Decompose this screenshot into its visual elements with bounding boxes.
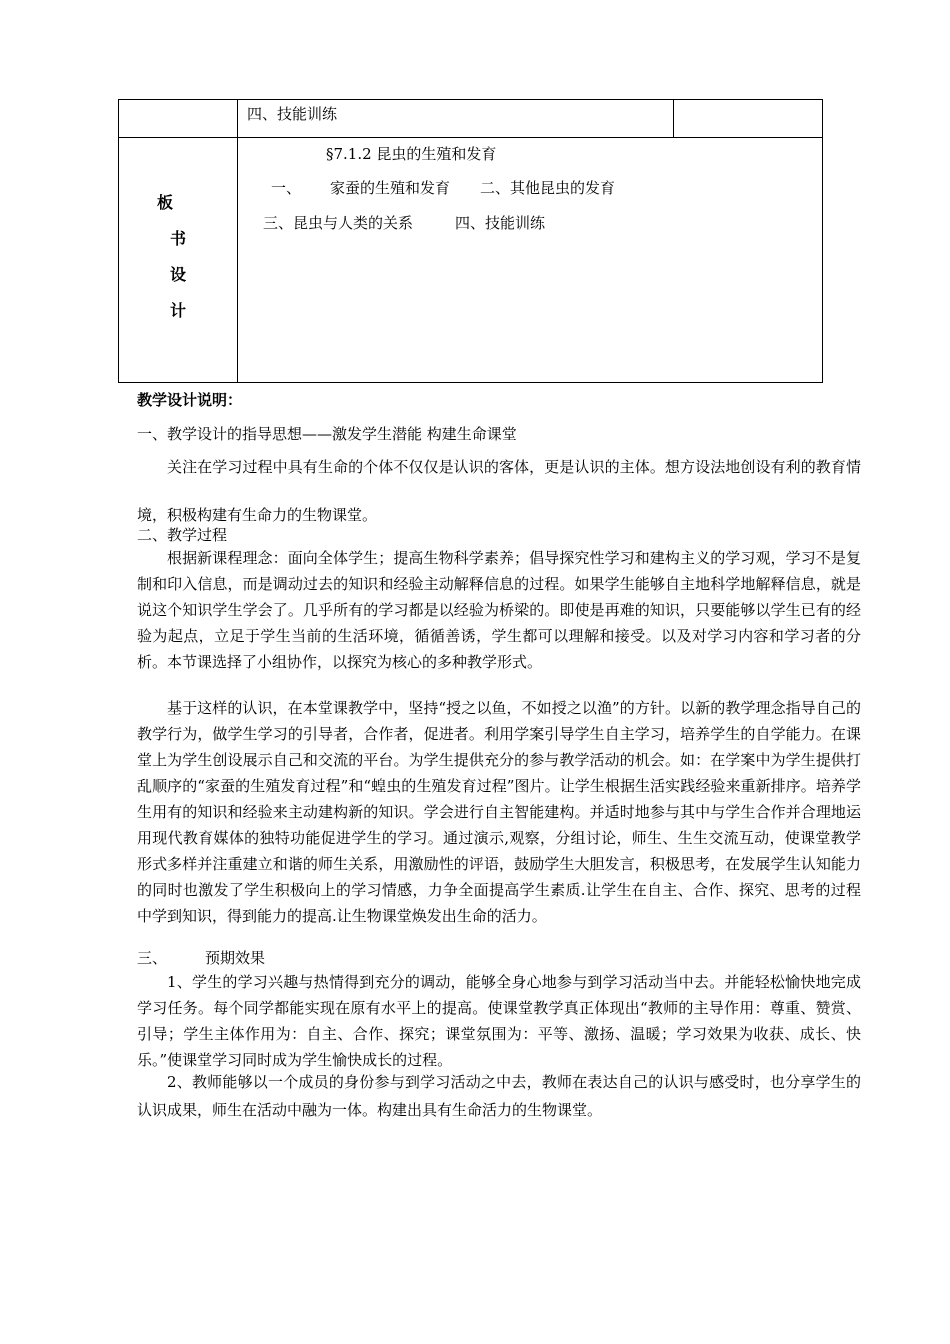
- board-line1-item2: 二、其他昆虫的发育: [480, 179, 616, 197]
- table-col-divider-right: [673, 99, 674, 137]
- table-border-left: [118, 99, 119, 383]
- section3-paragraph1: 1、学生的学习兴趣与热情得到充分的调动，能够全身心地参与到学习活动当中去。并能轻松愉快地完成学习任务。每个同学都能实现在原有水平上的提高。使课堂教学真正体现出“教师的主导作用：尊重、赞赏、引导；学生主体作用为：自主、合作、探究；课堂氛围为：平等、激扬、温暖；学习效果为收获、成长、快乐。”使课堂学习同时成为学生愉快成长的过程。: [137, 973, 861, 1069]
- table-border-top: [118, 99, 823, 100]
- board-design-label-char-1: 板: [157, 193, 174, 212]
- table-row1-text: 四、技能训练: [247, 105, 338, 123]
- table-col-divider: [237, 99, 238, 383]
- section2-paragraph1: 根据新课程理念：面向全体学生；提高生物科学素养；倡导探究性学习和建构主义的学习观，学习不是复制和印入信息，而是调动过去的知识和经验主动解释信息的过程。如果学生能够自主地科学地解释信息，就是说这个知识学生学会了。几乎所有的学习都是以经验为桥梁的。即使是再难的知识，只要能够以学生已有的经验为起点，立足于学生当前的生活环境，循循善诱，学生都可以理解和接受。以及对学习内容和学习者的分析。本节课选择了小组协作，以探究为核心的多种教学形式。: [137, 549, 861, 671]
- section2-title: 二、教学过程: [137, 526, 228, 544]
- section1-title: 一、教学设计的指导思想——激发学生潜能 构建生命课堂: [137, 425, 517, 443]
- board-design-label-char-4: 计: [170, 301, 187, 320]
- board-design-label-char-3: 设: [170, 265, 187, 284]
- section3-paragraph2: 2、教师能够以一个成员的身份参与到学习活动之中去，教师在表达自己的认识与感受时，也分享学生的认识成果，师生在活动中融为一体。构建出具有生命活力的生物课堂。: [137, 1073, 861, 1119]
- table-border-right: [822, 99, 823, 383]
- board-title: §7.1.2 昆虫的生殖和发育: [326, 145, 497, 163]
- board-line2-item3: 三、昆虫与人类的关系: [263, 214, 414, 232]
- board-line1-item1: 家蚕的生殖和发育: [330, 179, 451, 197]
- section3-number: 三、: [137, 949, 168, 967]
- table-border-bottom: [118, 382, 823, 383]
- section1-paragraph: 关注在学习过程中具有生命的个体不仅仅是认识的客体，更是认识的主体。想方设法地创设有利的教育情境，积极构建有生命力的生物课堂。: [137, 458, 861, 524]
- board-line1-num: 一、: [271, 179, 302, 197]
- board-design-label-char-2: 书: [170, 229, 187, 248]
- section2-paragraph2: 基于这样的认识，在本堂课教学中，坚持“授之以鱼，不如授之以渔”的方针。以新的教学理念指导自己的教学行为，做学生学习的引导者，合作者，促进者。利用学案引导学生自主学习，培养学生的自学能力。在课堂上为学生创设展示自己和交流的平台。为学生提供充分的参与教学活动的机会。如：在学案中为学生提供打乱顺序的“家蚕的生殖发育过程”和“蝗虫的生殖发育过程”图片。让学生根据生活实践经验来重新排序。培养学生用有的知识和经验来主动建构新的知识。学会进行自主智能建构。并适时地参与其中与学生合作并合理地运用现代教育媒体的独特功能促进学生的学习。通过演示,观察，分组讨论，师生、生生交流互动，使课堂教学形式多样并注重建立和谐的师生关系，用激励性的评语，鼓励学生大胆发言，积极思考，在发展学生认知能力的同时也激发了学生积极向上的学习情感，力争全面提高学生素质.让学生在自主、合作、探究、思考的过程中学到知识，得到能力的提高.让生物课堂焕发出生命的活力。: [137, 699, 861, 925]
- notes-heading: 教学设计说明：: [137, 391, 243, 409]
- table-border-mid: [118, 137, 823, 138]
- board-line2-item4: 四、技能训练: [455, 214, 546, 232]
- section3-title: 预期效果: [205, 949, 266, 967]
